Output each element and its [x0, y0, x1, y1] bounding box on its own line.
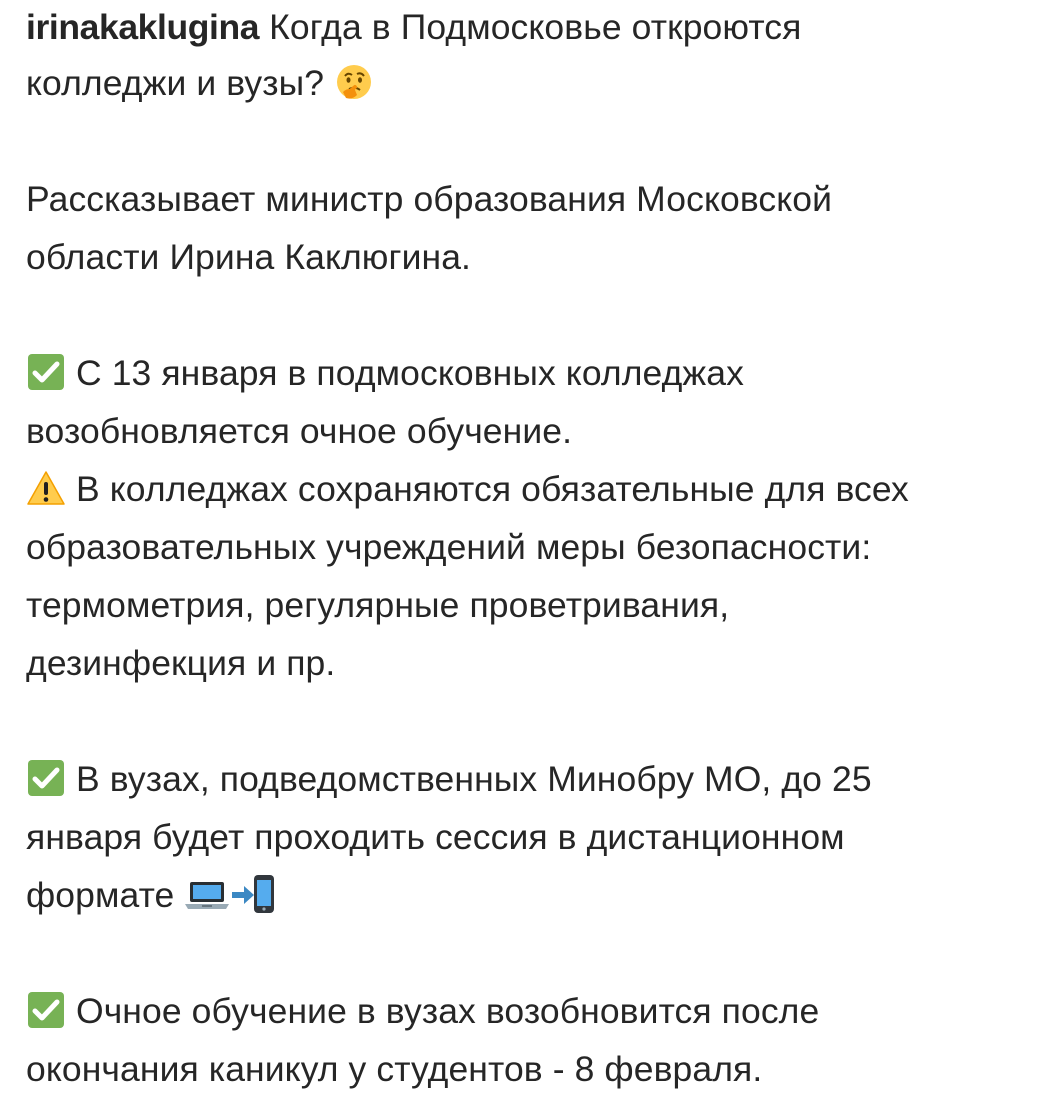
caption-text: В колледжах сохраняются обязательные для всех: [76, 469, 909, 509]
caption-line-8: [26, 518, 1036, 576]
check-mark-icon: [26, 758, 66, 798]
caption-line-14: [26, 982, 1036, 1040]
caption-line-2: [26, 54, 1036, 112]
check-mark-icon: [26, 352, 66, 392]
check-mark-icon: [26, 990, 66, 1030]
caption-line-7: [26, 460, 1036, 518]
caption-line-11: [26, 750, 1036, 808]
caption-line-6: [26, 402, 1036, 460]
caption-line-10: [26, 634, 1036, 692]
caption-text: Рассказывает министр образования Московской: [26, 179, 833, 219]
caption-text: образовательных учреждений меры безопасности:: [26, 527, 872, 567]
caption-line-5: [26, 344, 1036, 402]
caption-text: формате: [26, 875, 175, 915]
caption-text: термометрия, регулярные проветривания,: [26, 585, 730, 625]
caption-text: возобновляется очное обучение.: [26, 411, 573, 451]
caption-text: Когда в Подмосковье откроются: [269, 7, 802, 47]
caption-text: января будет проходить сессия в дистанционном: [26, 817, 845, 857]
caption-line-13: [26, 866, 1036, 924]
caption-text: дезинфекция и пр.: [26, 643, 336, 683]
caption-line-12: [26, 808, 1036, 866]
caption-line-4: [26, 228, 1036, 286]
caption-text: области Ирина Каклюгина.: [26, 237, 472, 277]
caption-line-15: [26, 1040, 1036, 1098]
username-link[interactable]: irinakaklugina: [26, 7, 260, 47]
caption-text: окончания каникул у студентов - 8 февраля.: [26, 1049, 763, 1089]
caption-line-1: [26, 0, 1036, 54]
thinking-face-icon: [334, 62, 374, 102]
warning-icon: [26, 468, 66, 508]
mobile-phone-arrow-icon: [230, 874, 276, 914]
caption-text: С 13 января в подмосковных колледжах: [76, 353, 744, 393]
caption-line-9: [26, 576, 1036, 634]
caption-text: В вузах, подведомственных Минобру МО, до 25: [76, 759, 872, 799]
post-caption: [26, 0, 1036, 1098]
caption-text: колледжи и вузы?: [26, 63, 325, 103]
laptop-icon: [184, 876, 230, 912]
caption-text: Очное обучение в вузах возобновится после: [76, 991, 820, 1031]
caption-line-3: [26, 170, 1036, 228]
